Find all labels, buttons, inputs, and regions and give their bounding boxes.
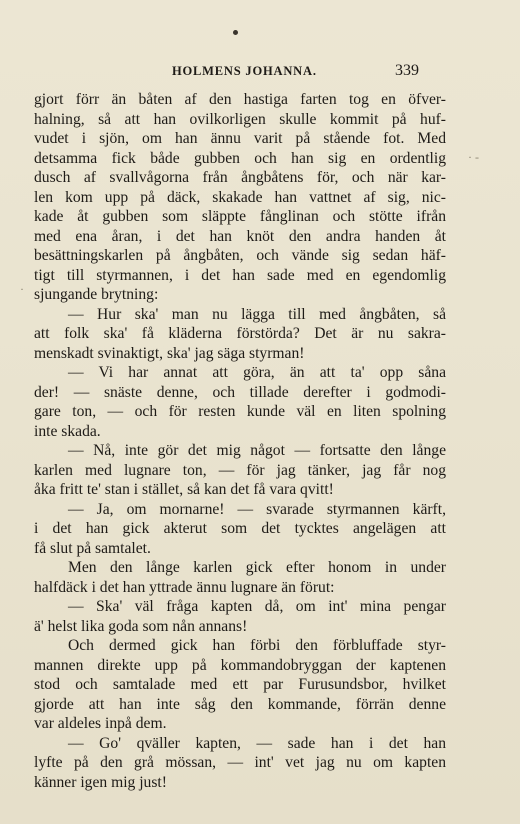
text-line: der! — snäste denne, och tillade derefter i godmodi- xyxy=(34,383,446,401)
text-line: lyfte på den grå mössan, — int' vet jag nu om kapten xyxy=(34,754,446,771)
text-line: dusch af svallvågorna från ångbåtens för, och när kar- xyxy=(34,169,446,186)
text-line: Och dermed gick han förbi den förbluffade styr- xyxy=(68,637,446,654)
text-line: — Nå, inte gör det mig något — fortsatte den långe xyxy=(68,442,446,459)
text-line: halning, så att han ovilkorligen skulle kommit på huf- xyxy=(34,110,446,128)
text-line: att folk ska' få kläderna förstörda? Det är nu sakra- xyxy=(34,325,446,342)
margin-mark: · xyxy=(20,282,24,296)
text-line: besättningskarlen på ångbåten, och vände sig sedan häf- xyxy=(34,247,446,264)
ink-dot xyxy=(233,30,238,35)
page-header xyxy=(0,62,520,84)
text-line: få slut på samtalet. xyxy=(34,539,151,557)
text-line: vudet i sjön, om han ännu varit på stående fot. Med xyxy=(34,130,446,147)
text-line: gare ton, — och för resten kunde väl en liten spolning xyxy=(34,403,446,420)
text-line: känner igen mig just! xyxy=(34,773,167,791)
text-line: Men den långe karlen gick efter honom in under xyxy=(68,559,446,576)
text-line: — Hur ska' man nu lägga till med ångbåten, så xyxy=(68,305,446,323)
text-line: var aldeles inpå dem. xyxy=(34,715,167,732)
text-line: — Ska' väl fråga kapten då, om int' mina pengar xyxy=(68,598,446,615)
text-line: inte skada. xyxy=(34,422,101,440)
text-line: i det han gick akterut som det tycktes angelägen att xyxy=(34,520,446,537)
text-line: — Ja, om mornarne! — svarade styrmannen kärft, xyxy=(68,500,446,518)
text-line: kade åt gubben som släppte fånglinan och stötte ifrån xyxy=(34,208,446,225)
text-line: mannen direkte upp på kommandobryggan der kaptenen xyxy=(34,656,446,674)
text-line: detsamma fick både gubben och han sig en ordentlig xyxy=(34,149,446,167)
text-line: stod och samtalade med ett par Furusundsbor, hvilket xyxy=(34,676,446,693)
text-line: sjungande brytning: xyxy=(34,286,159,303)
text-line: tigt till styrmannen, i det han sade med en egendomlig xyxy=(34,266,446,284)
margin-mark: · - xyxy=(468,150,479,164)
body-text xyxy=(34,90,446,792)
text-line: — Go' qväller kapten, — sade han i det han xyxy=(68,734,446,752)
text-line: åka fritt te' stan i stället, så kan det få vara qvitt! xyxy=(34,481,334,498)
text-line: — Vi har annat att göra, än att ta' opp såna xyxy=(68,364,446,381)
text-line: karlen med lugnare ton, — för jag tänker, jag får nog xyxy=(34,461,446,479)
page-number: 339 xyxy=(395,62,419,79)
text-line: menskadt svinaktigt, ska' jag säga styrman! xyxy=(34,344,305,362)
running-title: HOLMENS JOHANNA. xyxy=(172,64,317,78)
text-line: med ena åran, i det han knöt den andra handen åt xyxy=(34,227,446,245)
text-line: ä' helst lika goda som nån annans! xyxy=(34,617,248,635)
text-line: len kom upp på däck, skakade han vattnet af sig, nic- xyxy=(34,188,446,206)
text-line: gjorde att han inte såg den kommande, förrän denne xyxy=(34,695,446,713)
text-line: gjort förr än båten af den hastiga farten tog en öfver- xyxy=(34,91,446,108)
text-line: halfdäck i det han yttrade ännu lugnare än förut: xyxy=(34,578,335,596)
